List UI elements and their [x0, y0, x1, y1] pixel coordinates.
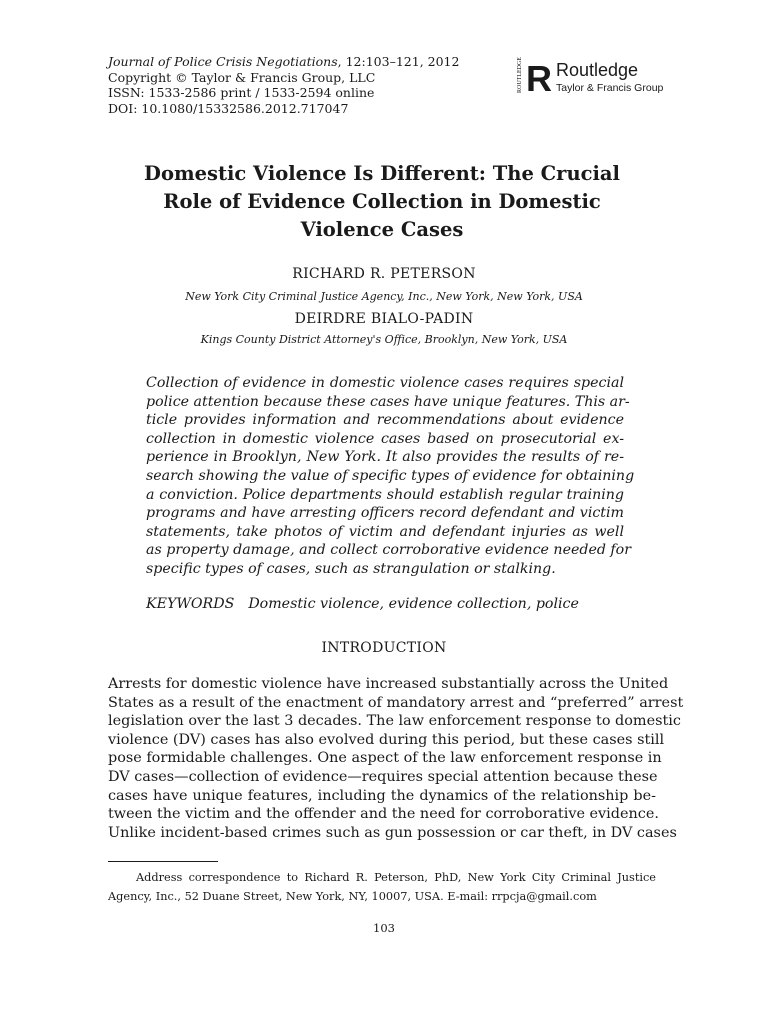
publisher-name: Routledge	[556, 60, 639, 80]
abstract-line: police attention because these cases have unique features. This ar-	[146, 393, 630, 410]
introduction-heading: INTRODUCTION	[321, 640, 447, 656]
footnote-line: Agency, Inc., 52 Duane Street, New York, NY, 10007, USA. E-mail: rrpcja@gmail.com	[108, 890, 597, 903]
copyright-line: Copyright © Taylor & Francis Group, LLC	[108, 69, 376, 85]
page-number: 103	[373, 921, 395, 935]
body-line: DV cases—collection of evidence—requires special attention because these	[108, 768, 658, 785]
body-line: violence (DV) cases has also evolved during this period, but these cases still	[108, 731, 665, 748]
title-line: Domestic Violence Is Different: The Crucial	[144, 162, 620, 185]
body-line: pose formidable challenges. One aspect of the law enforcement response in	[108, 750, 662, 767]
body-line: Arrests for domestic violence have increased substantially across the United	[108, 676, 669, 692]
abstract-line: statements, take photos of victim and defendant injuries as well	[146, 523, 624, 540]
correspondence-footnote	[108, 868, 656, 906]
body-line: tween the victim and the offender and the need for corroborative evidence.	[108, 806, 659, 823]
routledge-logo-icon	[517, 57, 552, 99]
introduction-body	[108, 675, 684, 842]
journal-volume-pages: , 12:103–121, 2012	[337, 54, 460, 69]
article-title	[110, 160, 654, 244]
abstract-line: search showing the value of specific types of evidence for obtaining	[146, 467, 635, 484]
doi-line: DOI: 10.1080/15332586.2012.717047	[108, 100, 349, 116]
body-line: legislation over the last 3 decades. The law enforcement response to domestic	[108, 713, 681, 730]
journal-masthead	[108, 54, 459, 116]
publisher-logo	[518, 58, 688, 98]
keywords	[146, 596, 579, 612]
author-name: RICHARD R. PETERSON	[292, 266, 476, 282]
keywords-text: Domestic violence, evidence collection, police	[248, 596, 579, 612]
body-line: Unlike incident-based crimes such as gun possession or car theft, in DV cases	[108, 824, 677, 841]
issn-line: ISSN: 1533-2586 print / 1533-2594 online	[108, 85, 375, 100]
abstract	[146, 374, 635, 579]
footnote-line: Address correspondence to Richard R. Peterson, PhD, New York City Criminal Justice	[136, 871, 656, 884]
logo-letter: R	[526, 58, 552, 99]
abstract-line: collection in domestic violence cases based on prosecutorial ex-	[146, 430, 624, 447]
author-affiliation: Kings County District Attorney's Office, Brooklyn, New York, USA	[200, 333, 568, 346]
publisher-group: Taylor & Francis Group	[556, 82, 664, 94]
abstract-line: ticle provides information and recommendations about evidence	[146, 412, 624, 429]
abstract-line: programs and have arresting officers record defendant and victim	[146, 505, 624, 522]
body-line: cases have unique features, including the dynamics of the relationship be-	[108, 787, 656, 804]
footnote-divider	[108, 861, 218, 862]
title-line: Role of Evidence Collection in Domestic	[163, 190, 601, 213]
abstract-line: Collection of evidence in domestic violence cases requires special	[146, 375, 624, 391]
journal-citation-line	[108, 54, 459, 70]
logo-side-text: ROUTLEDGE	[517, 57, 523, 93]
journal-name: Journal of Police Crisis Negotiations	[108, 54, 338, 69]
title-line: Violence Cases	[300, 218, 464, 241]
author-name: DEIRDRE BIALO-PADIN	[294, 311, 474, 327]
abstract-line: perience in Brooklyn, New York. It also provides the results of re-	[146, 449, 624, 466]
abstract-line: specific types of cases, such as strangulation or stalking.	[146, 560, 556, 577]
abstract-line: a conviction. Police departments should establish regular training	[146, 486, 624, 503]
body-line: States as a result of the enactment of mandatory arrest and “preferred” arrest	[108, 694, 684, 711]
abstract-line: as property damage, and collect corroborative evidence needed for	[146, 542, 632, 559]
keywords-label: KEYWORDS	[146, 596, 235, 612]
author-affiliation: New York City Criminal Justice Agency, Inc., New York, New York, USA	[185, 290, 583, 303]
